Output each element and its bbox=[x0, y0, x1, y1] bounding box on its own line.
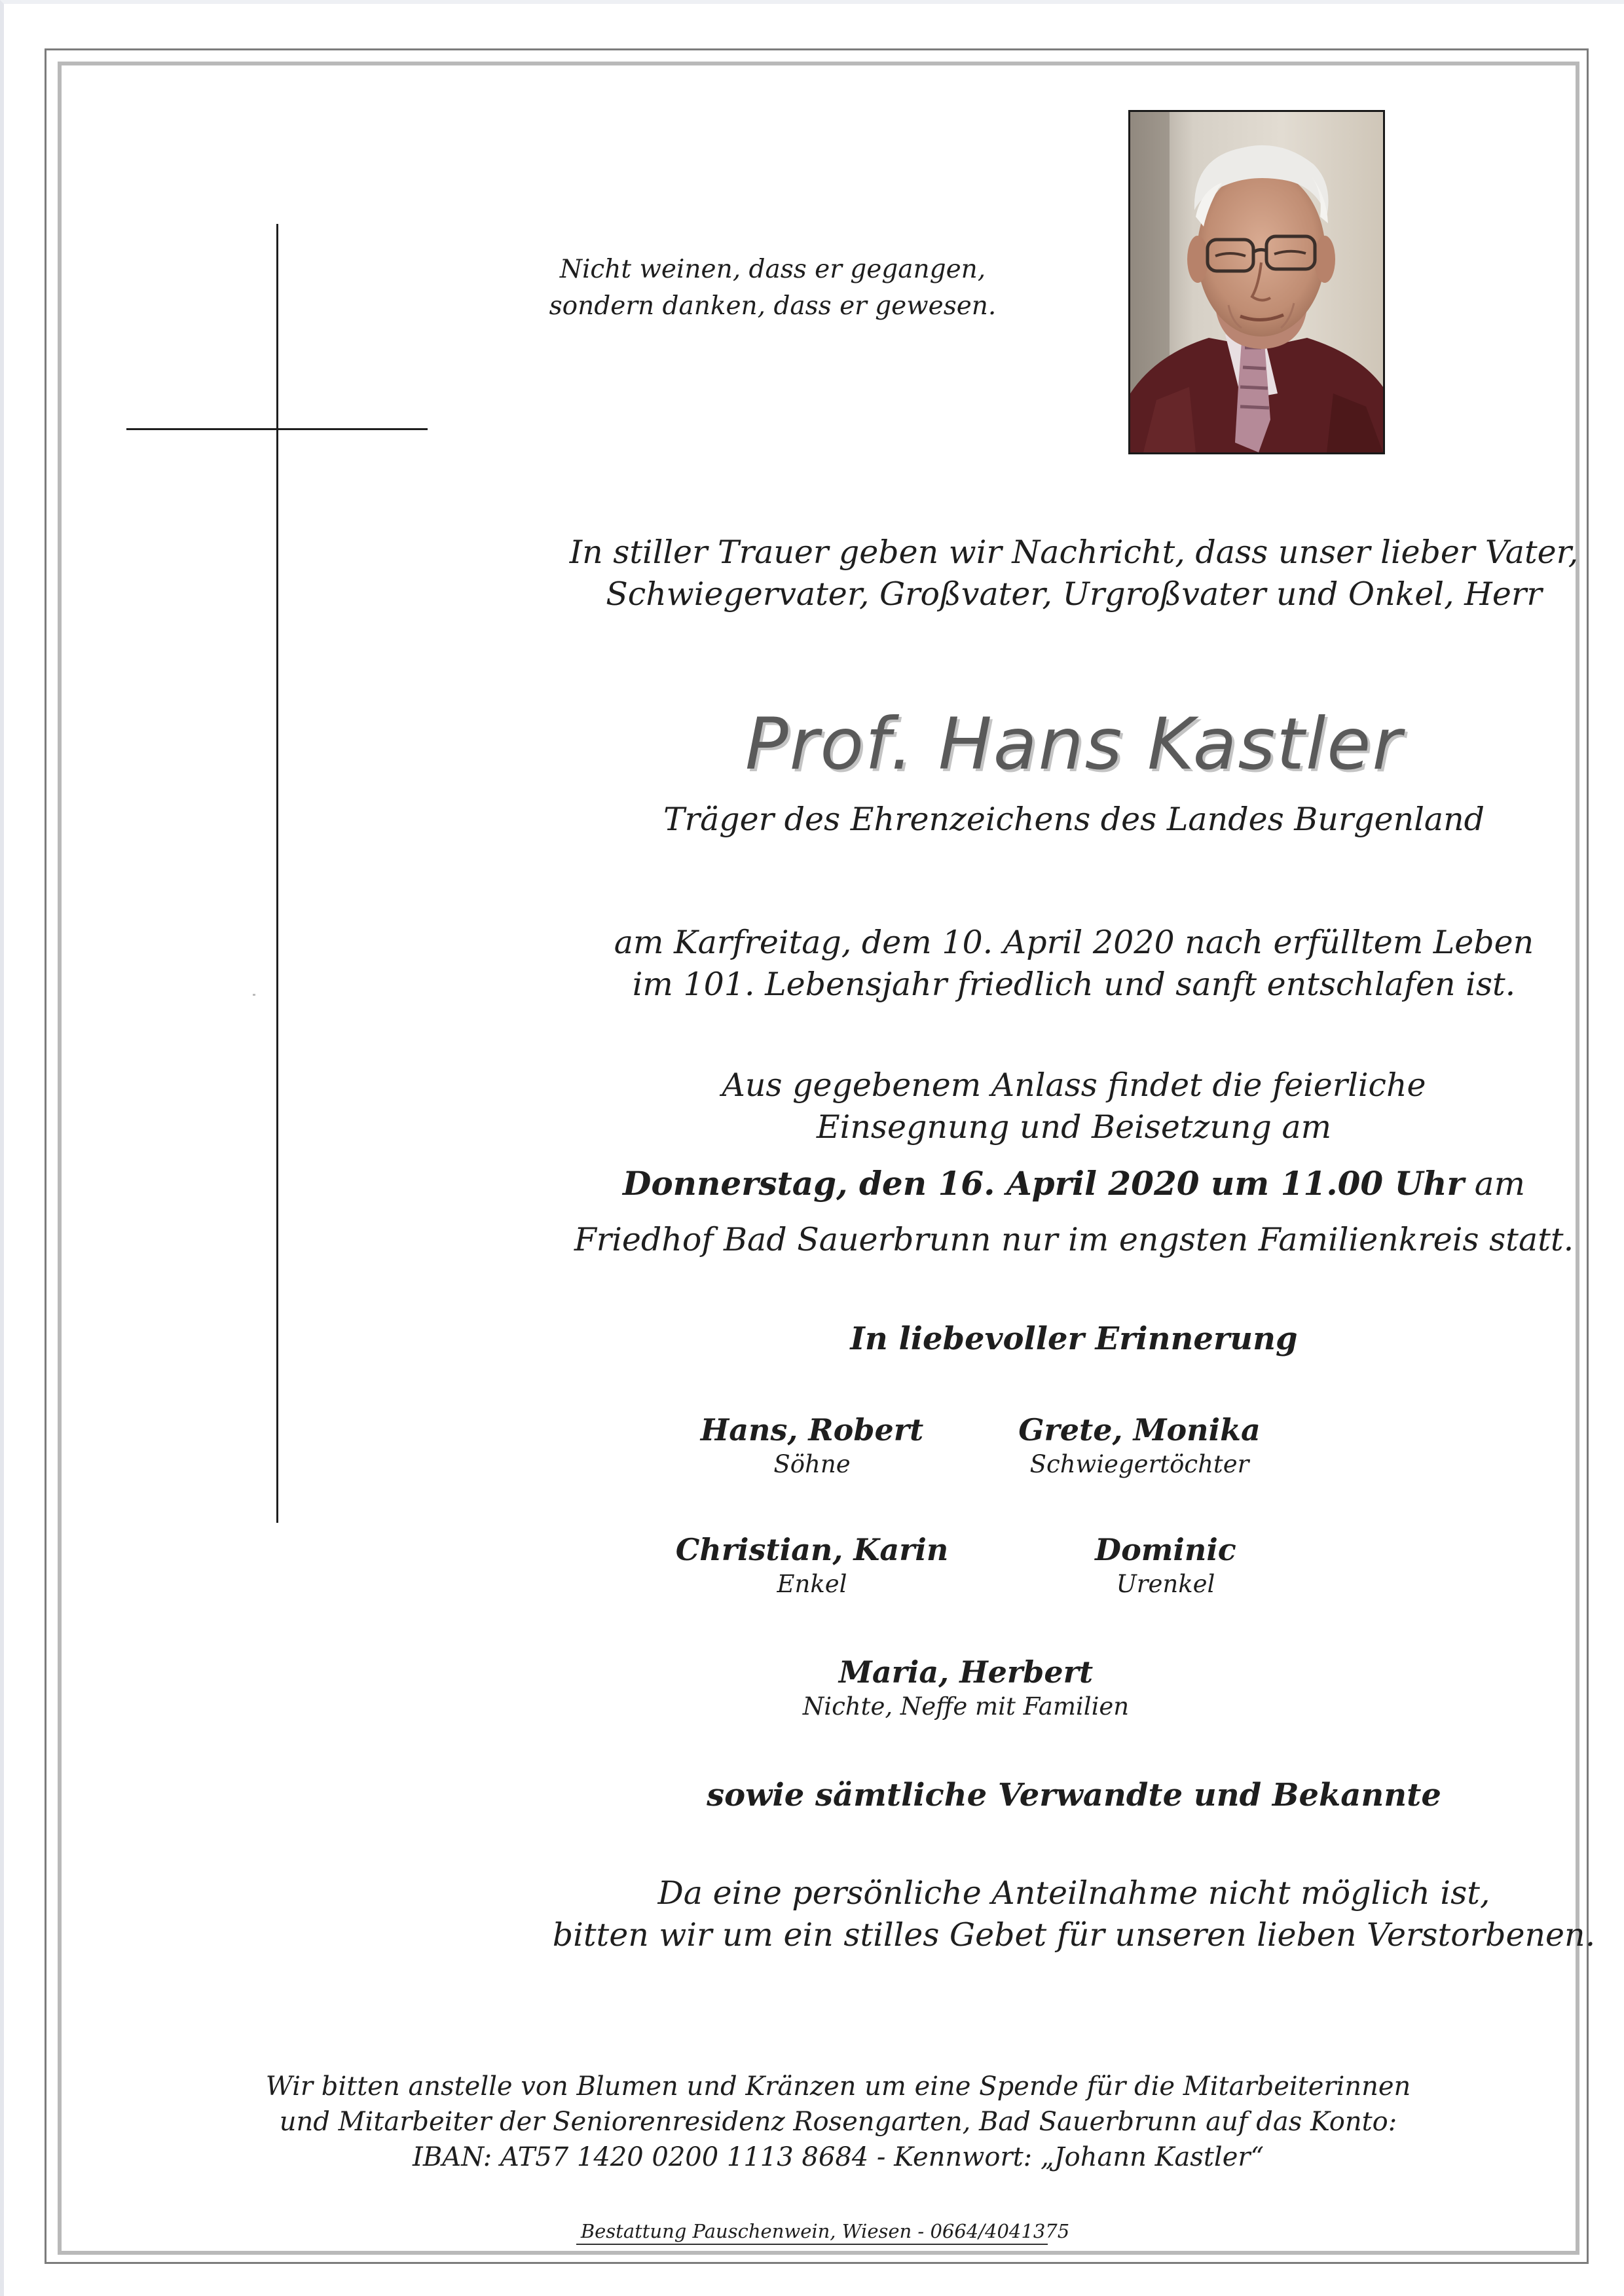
family-names: Maria, Herbert bbox=[838, 1654, 1094, 1690]
family-group bbox=[956, 1411, 1323, 1480]
motto-line-2: sondern danken, dass er gewesen. bbox=[549, 291, 997, 321]
motto-line-1: Nicht weinen, dass er gegangen, bbox=[559, 255, 986, 284]
family-names: Dominic bbox=[1095, 1532, 1236, 1567]
deceased-honor: Träger des Ehrenzeichens des Landes Burgenland bbox=[663, 801, 1485, 838]
footer-underline bbox=[576, 2244, 1048, 2245]
closing-line-2: bitten wir um ein stilles Gebet für unseren lieben Verstorbenen. bbox=[552, 1916, 1596, 1954]
memory-heading: In liebevoller Erinnerung bbox=[850, 1321, 1298, 1357]
family-role: Nichte, Neffe mit Familien bbox=[802, 1692, 1130, 1721]
scan-speck bbox=[253, 994, 255, 996]
family-role: Enkel bbox=[777, 1570, 847, 1598]
motto-quote bbox=[537, 251, 1008, 325]
service-line-2: Einsegnung und Beisetzung am bbox=[816, 1108, 1332, 1146]
family-group bbox=[982, 1531, 1349, 1600]
service-date-suffix: am bbox=[1474, 1165, 1526, 1203]
service-date-bold: Donnerstag, den 16. April 2020 um 11.00 Uhr bbox=[622, 1164, 1464, 1203]
cross-symbol-horizontal bbox=[126, 428, 428, 430]
family-group bbox=[629, 1531, 995, 1600]
death-notice bbox=[445, 922, 1624, 1006]
donation-line-2: und Mitarbeiter der Seniorenresidenz Rosengarten, Bad Sauerbrunn auf das Konto: bbox=[279, 2107, 1397, 2137]
closing-request bbox=[419, 1872, 1624, 1956]
family-names: Christian, Karin bbox=[675, 1532, 949, 1567]
family-group bbox=[629, 1411, 995, 1480]
cross-symbol-vertical bbox=[276, 224, 278, 1523]
service-datetime bbox=[445, 1163, 1624, 1205]
family-role: Urenkel bbox=[1116, 1570, 1215, 1598]
service-info bbox=[445, 1065, 1624, 1148]
relatives-line: sowie sämtliche Verwandte und Bekannte bbox=[707, 1777, 1441, 1813]
intro-line-2: Schwiegervater, Großvater, Urgroßvater und Onkel, Herr bbox=[606, 575, 1542, 613]
deceased-name: Prof. Hans Kastler bbox=[745, 702, 1403, 786]
announcement-intro bbox=[445, 532, 1624, 615]
service-place: Friedhof Bad Sauerbrunn nur im engsten Familienkreis statt. bbox=[574, 1221, 1574, 1258]
undertaker-footer: Bestattung Pauschenwein, Wiesen - 0664/4041375 bbox=[580, 2220, 1070, 2242]
family-role: Schwiegertöchter bbox=[1029, 1450, 1249, 1478]
donation-line-1: Wir bitten anstelle von Blumen und Kränzen um eine Spende für die Mitarbeiterinnen bbox=[265, 2071, 1411, 2102]
family-role: Söhne bbox=[773, 1450, 851, 1478]
donation-request bbox=[223, 2069, 1454, 2175]
death-line-2: im 101. Lebensjahr friedlich und sanft entschlafen ist. bbox=[632, 966, 1516, 1003]
family-names: Grete, Monika bbox=[1018, 1412, 1261, 1448]
portrait-photo bbox=[1128, 110, 1385, 454]
donation-iban: IBAN: AT57 1420 0200 1113 8684 - Kennwort: „Johann Kastler“ bbox=[413, 2142, 1264, 2172]
service-line-1: Aus gegebenem Anlass findet die feierliche bbox=[722, 1066, 1426, 1104]
family-names: Hans, Robert bbox=[700, 1412, 924, 1448]
death-line-1: am Karfreitag, dem 10. April 2020 nach erfülltem Leben bbox=[614, 924, 1534, 961]
closing-line-1: Da eine persönliche Anteilnahme nicht möglich ist, bbox=[657, 1874, 1490, 1912]
intro-line-1: In stiller Trauer geben wir Nachricht, dass unser lieber Vater, bbox=[569, 534, 1579, 571]
family-group bbox=[783, 1653, 1149, 1722]
